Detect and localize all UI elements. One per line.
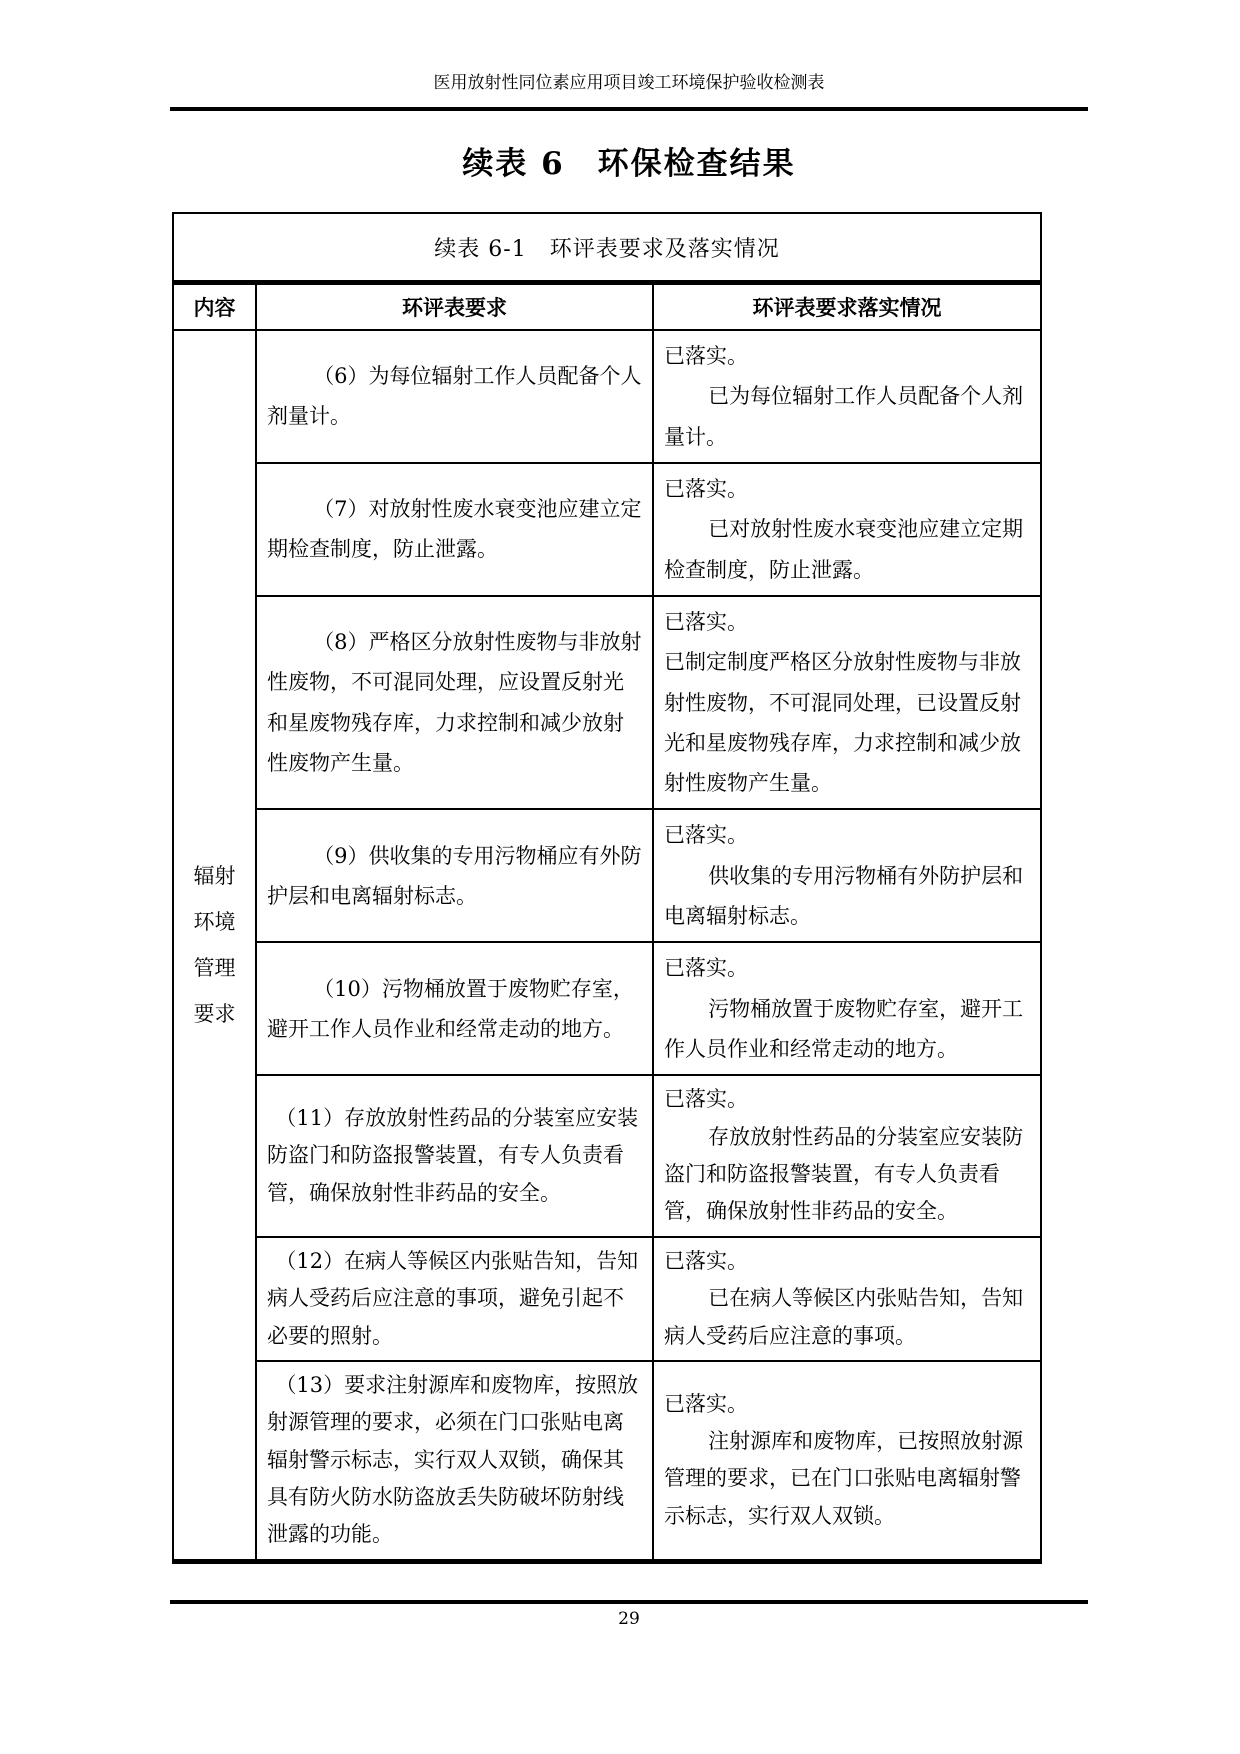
table-caption: 续表 6-1 环评表要求及落实情况 — [173, 213, 1041, 283]
requirement-cell — [256, 942, 653, 1075]
status-text: 已落实。 — [664, 823, 748, 848]
table-row-7 — [173, 463, 1041, 596]
column-header-implementation: 环评表要求落实情况 — [653, 283, 1041, 331]
detail-text: 已为每位辐射工作人员配备个人剂量计。 — [664, 384, 1024, 449]
table-header-row — [173, 283, 1041, 331]
table-caption-row — [173, 213, 1041, 283]
requirement-text: （13）要求注射源库和废物库，按照放射源管理的要求，必须在门口张贴电离辐射警示标志，实行双人双锁，确保其具有防火防水防盗放丢失防破坏防射线泄露的功能。 — [267, 1372, 639, 1547]
document-header-title: 医用放射性同位素应用项目竣工环境保护验收检测表 — [433, 73, 825, 93]
requirement-text: （9）供收集的专用污物桶应有外防护层和电离辐射标志。 — [267, 843, 642, 908]
requirement-text: （6）为每位辐射工作人员配备个人剂量计。 — [267, 364, 642, 429]
requirement-text: （12）在病人等候区内张贴告知，告知病人受药后应注意的事项，避免引起不必要的照射。 — [267, 1248, 639, 1348]
requirement-cell — [256, 1361, 653, 1561]
detail-text: 已制定制度严格区分放射性废物与非放射性废物，不可混同处理，已设置反射光和星废物残存库，力求控制和减少放射性废物产生量。 — [664, 650, 1021, 796]
column-header-requirement: 环评表要求 — [256, 283, 653, 331]
implementation-cell — [653, 942, 1041, 1075]
implementation-cell — [653, 1237, 1041, 1361]
implementation-cell — [653, 463, 1041, 596]
table-row-9 — [173, 809, 1041, 942]
table-row-13 — [173, 1361, 1041, 1561]
status-text: 已落实。 — [664, 609, 748, 634]
table-row-12 — [173, 1237, 1041, 1361]
category-cell — [173, 330, 256, 1561]
requirement-text: （11）存放放射性药品的分装室应安装防盗门和防盗报警装置，有专人负责看管，确保放射性非药品的安全。 — [267, 1106, 639, 1205]
requirement-cell — [256, 1237, 653, 1361]
status-text: 已落实。 — [664, 476, 748, 501]
inspection-results-table — [172, 212, 1042, 1564]
category-label: 辐射环境管理要求 — [193, 863, 236, 1027]
requirement-text: （10）污物桶放置于废物贮存室，避开工作人员作业和经常走动的地方。 — [267, 976, 634, 1041]
requirement-cell — [256, 596, 653, 810]
detail-text: 存放放射性药品的分装室应安装防盗门和防盗报警装置，有专人负责看管，确保放射性非药品的安全。 — [664, 1124, 1024, 1224]
footer-divider — [170, 1600, 1088, 1604]
detail-text: 供收集的专用污物桶有外防护层和电离辐射标志。 — [664, 863, 1024, 929]
status-text: 已落实。 — [664, 344, 748, 368]
requirement-text: （7）对放射性废水衰变池应建立定期检查制度，防止泄露。 — [267, 497, 642, 562]
table-row-11 — [173, 1075, 1041, 1237]
table-row-6 — [173, 330, 1041, 463]
requirement-text: （8）严格区分放射性废物与非放射性废物，不可混同处理，应设置反射光和星废物残存库，力求控制和减少放射性废物产生量。 — [267, 630, 642, 775]
page-header — [170, 72, 1088, 111]
table-row-10 — [173, 942, 1041, 1075]
page-number: 29 — [618, 1609, 640, 1629]
implementation-cell — [653, 809, 1041, 942]
table-row-8 — [173, 596, 1041, 810]
status-text: 已落实。 — [664, 1248, 748, 1273]
implementation-cell — [653, 596, 1041, 810]
detail-text: 污物桶放置于废物贮存室，避开工作人员作业和经常走动的地方。 — [664, 996, 1024, 1061]
requirement-cell — [256, 330, 653, 463]
implementation-cell — [653, 330, 1041, 463]
column-header-content: 内容 — [173, 283, 256, 331]
requirement-cell — [256, 463, 653, 596]
status-text: 已落实。 — [664, 1087, 748, 1112]
page-title: 续表 6 环保检查结果 — [462, 146, 796, 182]
implementation-cell — [653, 1075, 1041, 1237]
requirement-cell — [256, 809, 653, 942]
detail-text: 注射源库和废物库，已按照放射源管理的要求，已在门口张贴电离辐射警示标志，实行双人双锁。 — [664, 1429, 1024, 1528]
detail-text: 已对放射性废水衰变池应建立定期检查制度，防止泄露。 — [664, 517, 1024, 582]
detail-text: 已在病人等候区内张贴告知，告知病人受药后应注意的事项。 — [664, 1286, 1024, 1348]
requirement-cell — [256, 1075, 653, 1237]
status-text: 已落实。 — [664, 1391, 748, 1416]
implementation-cell — [653, 1361, 1041, 1561]
status-text: 已落实。 — [664, 956, 748, 981]
